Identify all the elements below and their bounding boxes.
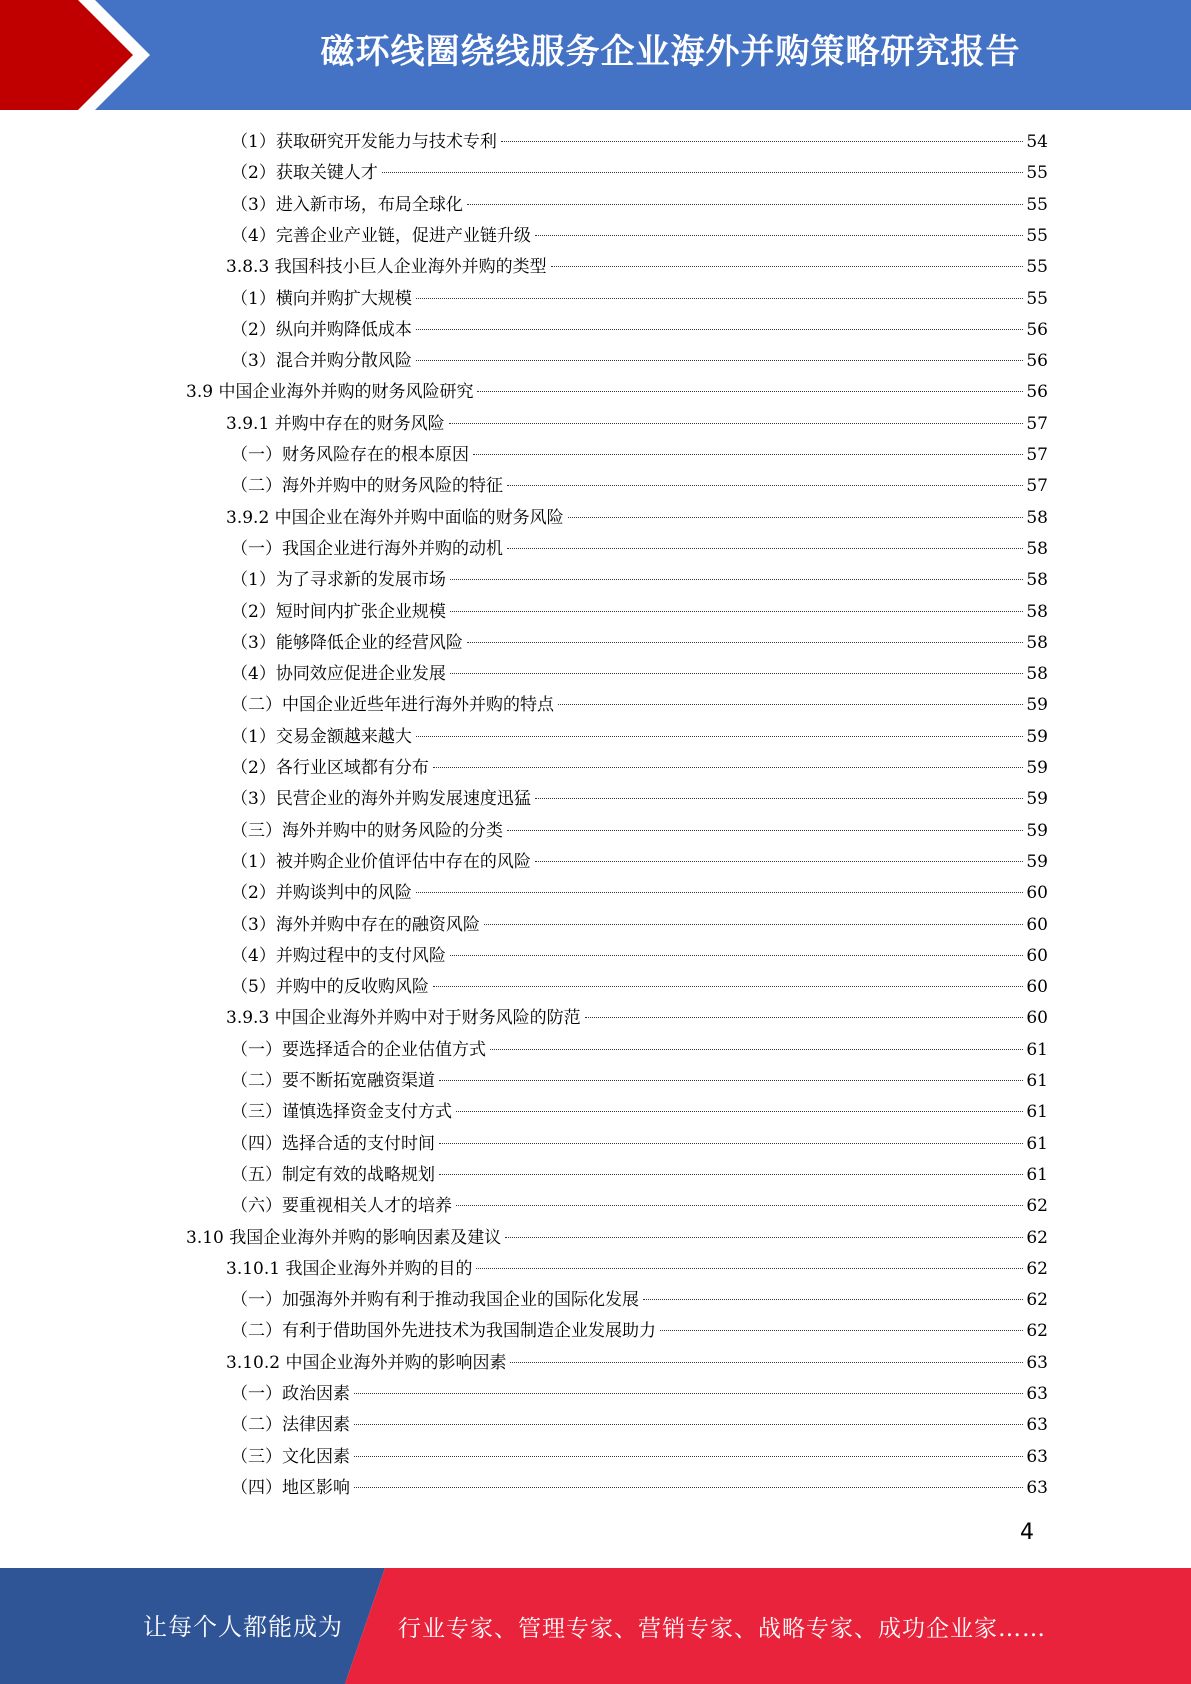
toc-entry-page: 63 [1026, 1384, 1048, 1404]
toc-entry[interactable] [231, 471, 1048, 502]
toc-entry-title: （三）海外并购中的财务风险的分类 [231, 820, 503, 841]
toc-entry[interactable] [231, 1129, 1048, 1160]
toc-dot-leader [484, 924, 1024, 925]
toc-entry[interactable] [231, 565, 1048, 596]
toc-entry-page: 62 [1026, 1227, 1048, 1248]
toc-dot-leader [505, 1237, 1023, 1238]
toc-entry-page: 60 [1026, 977, 1048, 998]
toc-entry-page: 60 [1026, 883, 1048, 904]
toc-dot-leader [354, 1393, 1023, 1394]
toc-entry-page: 58 [1026, 601, 1048, 622]
toc-entry-title: （二）法律因素 [231, 1415, 350, 1436]
toc-entry-page: 58 [1026, 507, 1048, 528]
toc-entry-title: 3.9 中国企业海外并购的财务风险研究 [186, 382, 474, 403]
toc-entry-title: （1）为了寻求新的发展市场 [231, 570, 446, 591]
toc-entry[interactable] [231, 440, 1048, 471]
toc-entry-title: （4）完善企业产业链，促进产业链升级 [231, 225, 531, 246]
toc-entry[interactable] [231, 753, 1048, 784]
toc-entry-page: 63 [1026, 1352, 1048, 1373]
toc-entry-page: 55 [1026, 225, 1048, 246]
toc-entry[interactable] [231, 597, 1048, 628]
toc-dot-leader [490, 1049, 1023, 1050]
toc-entry-page: 55 [1026, 194, 1048, 215]
toc-dot-leader [477, 391, 1023, 392]
toc-entry-page: 62 [1026, 1321, 1048, 1342]
toc-dot-leader [535, 235, 1024, 236]
toc-entry[interactable] [231, 1379, 1048, 1410]
toc-entry-title: （3）进入新市场，布局全球化 [231, 194, 463, 215]
toc-entry[interactable] [231, 127, 1048, 158]
toc-entry-page: 58 [1026, 538, 1048, 559]
toc-entry[interactable] [231, 1442, 1048, 1473]
toc-entry[interactable] [231, 690, 1048, 721]
toc-entry-page: 57 [1026, 445, 1048, 465]
toc-entry-page: 56 [1026, 382, 1048, 403]
toc-entry[interactable] [231, 284, 1048, 315]
toc-entry-title: （3）民营企业的海外并购发展速度迅猛 [231, 789, 531, 810]
toc-dot-leader [535, 861, 1024, 862]
header-band [0, 0, 1191, 110]
toc-dot-leader [416, 329, 1024, 330]
toc-entry-page: 62 [1026, 1196, 1048, 1217]
toc-entry-page: 58 [1026, 632, 1048, 653]
toc-entry-title: （一）财务风险存在的根本原因 [231, 445, 469, 465]
toc-dot-leader [501, 141, 1024, 142]
toc-entry-page: 60 [1026, 945, 1048, 966]
toc-dot-leader [450, 955, 1024, 956]
toc-entry-page: 54 [1026, 132, 1048, 152]
toc-entry[interactable] [231, 221, 1048, 252]
toc-entry-page: 59 [1026, 789, 1048, 810]
toc-entry-title: （2）各行业区域都有分布 [231, 758, 429, 778]
toc-entry[interactable] [231, 941, 1048, 972]
toc-entry-title: 3.10.1 我国企业海外并购的目的 [226, 1258, 473, 1279]
toc-entry-title: （2）获取关键人才 [231, 163, 378, 184]
toc-entry[interactable] [231, 1035, 1048, 1066]
toc-entry-page: 63 [1026, 1446, 1048, 1467]
toc-dot-leader [450, 673, 1024, 674]
toc-entry-title: （3）海外并购中存在的融资风险 [231, 914, 480, 935]
toc-dot-leader [467, 204, 1024, 205]
toc-dot-leader [476, 1268, 1023, 1269]
toc-entry-title: 3.10.2 中国企业海外并购的影响因素 [226, 1352, 507, 1373]
toc-entry-page: 56 [1026, 319, 1048, 340]
toc-entry-page: 59 [1026, 726, 1048, 747]
toc-entry-page: 61 [1026, 1039, 1048, 1060]
toc-entry-title: （3）能够降低企业的经营风险 [231, 632, 463, 653]
toc-entry-title: （1）横向并购扩大规模 [231, 288, 412, 309]
toc-entry[interactable] [231, 659, 1048, 690]
toc-entry-title: 3.9.3 中国企业海外并购中对于财务风险的防范 [226, 1008, 581, 1029]
toc-dot-leader [433, 986, 1024, 987]
toc-entry-page: 56 [1026, 351, 1048, 372]
toc-entry-title: （六）要重视相关人才的培养 [231, 1196, 452, 1217]
toc-entry-page: 55 [1026, 288, 1048, 309]
toc-entry[interactable] [231, 158, 1048, 189]
toc-entry-page: 61 [1026, 1133, 1048, 1154]
toc-entry[interactable] [226, 1003, 1048, 1034]
toc-dot-leader [382, 172, 1024, 173]
toc-entry[interactable] [231, 816, 1048, 847]
toc-entry-title: （2）并购谈判中的风险 [231, 883, 412, 904]
footer-roles: 行业专家、管理专家、营销专家、战略专家、成功企业家…… [398, 1616, 1046, 1642]
toc-dot-leader [535, 798, 1024, 799]
toc-dot-leader [456, 1205, 1023, 1206]
toc-dot-leader [551, 266, 1024, 267]
toc-dot-leader [507, 830, 1023, 831]
toc-entry[interactable] [231, 910, 1048, 941]
toc-entry[interactable] [231, 1160, 1048, 1191]
toc-dot-leader [354, 1487, 1023, 1488]
toc-entry-title: （三）谨慎选择资金支付方式 [231, 1102, 452, 1123]
toc-dot-leader [456, 1111, 1023, 1112]
toc-entry[interactable] [231, 972, 1048, 1003]
toc-entry[interactable] [231, 847, 1048, 878]
toc-entry-page: 63 [1026, 1415, 1048, 1436]
toc-entry-page: 61 [1026, 1102, 1048, 1123]
toc-dot-leader [467, 642, 1024, 643]
toc-dot-leader [643, 1299, 1023, 1300]
toc-dot-leader [416, 736, 1024, 737]
toc-entry[interactable] [231, 1066, 1048, 1097]
toc-entry-title: （二）海外并购中的财务风险的特征 [231, 476, 503, 497]
toc-entry-page: 63 [1026, 1477, 1048, 1498]
toc-entry[interactable] [231, 534, 1048, 565]
toc-entry-page: 59 [1026, 820, 1048, 841]
toc-entry-title: （四）选择合适的支付时间 [231, 1133, 435, 1154]
toc-entry[interactable] [226, 252, 1048, 283]
toc-dot-leader [507, 548, 1023, 549]
toc-entry-page: 57 [1026, 413, 1048, 434]
toc-entry-title: （一）政治因素 [231, 1384, 350, 1404]
toc-dot-leader [439, 1080, 1023, 1081]
toc-entry[interactable] [226, 409, 1048, 440]
toc-entry-title: 3.8.3 我国科技小巨人企业海外并购的类型 [226, 257, 547, 278]
toc-entry-page: 60 [1026, 1008, 1048, 1029]
toc-entry-page: 58 [1026, 664, 1048, 685]
footer-slogan: 让每个人都能成为 [143, 1613, 343, 1641]
toc-entry-page: 62 [1026, 1258, 1048, 1279]
toc-dot-leader [507, 485, 1023, 486]
toc-entry-title: （二）有利于借助国外先进技术为我国制造企业发展助力 [231, 1321, 656, 1342]
toc-entry-title: 3.10 我国企业海外并购的影响因素及建议 [186, 1227, 502, 1248]
toc-entry-title: （一）我国企业进行海外并购的动机 [231, 538, 503, 559]
page-number: 4 [1020, 1520, 1034, 1545]
toc-entry-title: （一）加强海外并购有利于推动我国企业的国际化发展 [231, 1290, 639, 1311]
toc-dot-leader [416, 892, 1024, 893]
toc-dot-leader [558, 704, 1023, 705]
toc-entry-title: （2）纵向并购降低成本 [231, 319, 412, 340]
toc-entry-page: 59 [1026, 851, 1048, 872]
toc-entry[interactable] [231, 315, 1048, 346]
toc-entry-page: 61 [1026, 1071, 1048, 1091]
toc-entry[interactable] [226, 1254, 1048, 1285]
toc-entry[interactable] [231, 1097, 1048, 1128]
toc-entry-page: 57 [1026, 476, 1048, 497]
toc-entry[interactable] [226, 503, 1048, 534]
toc-dot-leader [433, 767, 1024, 768]
toc-dot-leader [510, 1362, 1023, 1363]
header-arrow-icon [0, 0, 160, 110]
toc-entry[interactable] [231, 1410, 1048, 1441]
toc-entry-page: 60 [1026, 914, 1048, 935]
toc-entry[interactable] [226, 1348, 1048, 1379]
toc-dot-leader [568, 517, 1024, 518]
toc-entry-title: （2）短时间内扩张企业规模 [231, 601, 446, 622]
toc-entry[interactable] [231, 1473, 1048, 1504]
toc-dot-leader [585, 1017, 1024, 1018]
toc-entry-title: （3）混合并购分散风险 [231, 351, 412, 372]
toc-entry[interactable] [186, 377, 1048, 408]
toc-entry-page: 59 [1026, 758, 1048, 778]
toc-entry[interactable] [231, 722, 1048, 753]
toc-entry-title: （二）要不断拓宽融资渠道 [231, 1071, 435, 1091]
toc-entry-title: 3.9.1 并购中存在的财务风险 [226, 413, 445, 434]
toc-dot-leader [354, 1456, 1023, 1457]
toc-dot-leader [473, 454, 1023, 455]
toc-entry-title: （4）协同效应促进企业发展 [231, 664, 446, 685]
toc-entry-page: 62 [1026, 1290, 1048, 1311]
toc-dot-leader [439, 1143, 1023, 1144]
toc-dot-leader [439, 1174, 1023, 1175]
toc-dot-leader [660, 1330, 1023, 1331]
toc-entry-title: 3.9.2 中国企业在海外并购中面临的财务风险 [226, 507, 564, 528]
toc-entry[interactable] [231, 190, 1048, 221]
toc-entry-page: 58 [1026, 570, 1048, 591]
toc-entry-page: 55 [1026, 163, 1048, 184]
toc-entry-title: （一）要选择适合的企业估值方式 [231, 1039, 486, 1060]
toc-entry[interactable] [231, 346, 1048, 377]
toc-entry[interactable] [231, 628, 1048, 659]
toc-entry-title: （1）交易金额越来越大 [231, 726, 412, 747]
toc-entry-title: （1）被并购企业价值评估中存在的风险 [231, 851, 531, 872]
toc-dot-leader [450, 611, 1024, 612]
toc-entry[interactable] [231, 1285, 1048, 1316]
toc-entry-title: （三）文化因素 [231, 1446, 350, 1467]
toc-entry[interactable] [231, 1316, 1048, 1347]
toc-entry[interactable] [231, 1191, 1048, 1222]
toc-entry[interactable] [231, 784, 1048, 815]
toc-dot-leader [354, 1424, 1023, 1425]
toc-entry[interactable] [231, 878, 1048, 909]
toc-entry[interactable] [186, 1223, 1048, 1254]
toc-dot-leader [416, 360, 1024, 361]
toc-entry-page: 59 [1026, 695, 1048, 716]
toc-entry-page: 55 [1026, 257, 1048, 278]
toc-dot-leader [450, 579, 1024, 580]
toc-entry-page: 61 [1026, 1164, 1048, 1185]
toc-entry-title: （五）制定有效的战略规划 [231, 1164, 435, 1185]
toc-dot-leader [416, 298, 1024, 299]
toc-entry-title: （1）获取研究开发能力与技术专利 [231, 132, 497, 152]
document-title: 磁环线圈绕线服务企业海外并购策略研究报告 [320, 32, 1021, 72]
toc-entry-title: （5）并购中的反收购风险 [231, 977, 429, 998]
toc-entry-title: （二）中国企业近些年进行海外并购的特点 [231, 695, 554, 716]
footer-band [0, 1568, 1191, 1684]
toc-entry-title: （4）并购过程中的支付风险 [231, 945, 446, 966]
toc-entry-title: （四）地区影响 [231, 1477, 350, 1498]
toc-dot-leader [449, 423, 1024, 424]
